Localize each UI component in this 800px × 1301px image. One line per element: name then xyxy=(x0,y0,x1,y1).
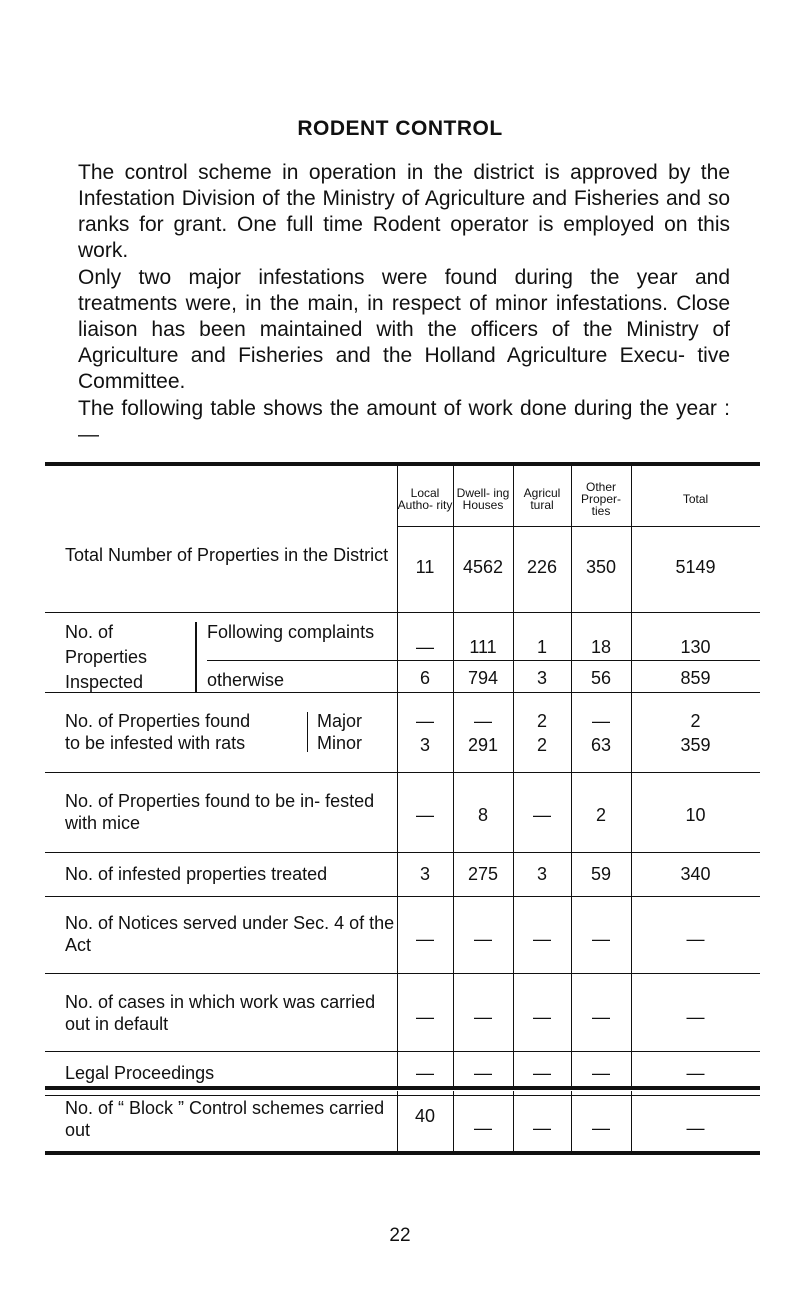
cell: 2 xyxy=(536,735,547,755)
cell: — xyxy=(416,1063,434,1083)
cell: 859 xyxy=(680,668,711,688)
row-label-mice: No. of Properties found to be in- fested with mice xyxy=(65,791,375,833)
cell: 63 xyxy=(590,735,612,755)
row-divider xyxy=(45,1051,760,1052)
cell: — xyxy=(533,1063,551,1083)
cell: — xyxy=(592,1007,610,1027)
sub-label-minor: Minor xyxy=(317,733,363,753)
page-title: RODENT CONTROL xyxy=(297,117,503,140)
cell: — xyxy=(416,711,434,731)
label-line: to be infested with rats xyxy=(65,733,246,753)
sub-label-following-complaints: Following complaints xyxy=(207,622,375,642)
row-divider xyxy=(45,852,760,853)
cell: 6 xyxy=(419,668,430,688)
page-number: 22 xyxy=(389,1225,411,1246)
header-other-properties: Other Proper- ties xyxy=(580,480,621,518)
row-divider xyxy=(45,772,760,773)
cell: 2 xyxy=(536,711,547,731)
sub-label-otherwise: otherwise xyxy=(207,670,285,690)
row-divider xyxy=(45,612,760,613)
cell: 359 xyxy=(680,735,711,755)
row-divider xyxy=(207,660,760,661)
cell: 275 xyxy=(467,864,499,884)
header-agricultural: Agricul tural xyxy=(523,486,561,512)
cell: 130 xyxy=(680,637,711,657)
cell: 2 xyxy=(595,805,606,825)
row-label-total: Total Number of Properties in the District xyxy=(65,545,389,565)
cell: 291 xyxy=(467,735,499,755)
cell: 40 xyxy=(414,1106,436,1126)
cell: 5149 xyxy=(675,557,716,577)
row-label-legal: Legal Proceedings xyxy=(65,1063,215,1083)
cell: 350 xyxy=(585,557,617,577)
block-row xyxy=(45,1091,760,1155)
cell: — xyxy=(474,929,492,949)
cell: — xyxy=(533,929,551,949)
cell: 340 xyxy=(680,864,711,884)
label-line: No. of xyxy=(65,622,114,642)
cell: — xyxy=(533,1007,551,1027)
paragraph-infestations: Only two major infestations were found during the year and treatments were, in the main, in respect of minor infestations. Close liaison has been maintained with the officers of the Ministry of Agriculture and Fisheries and the Holland Agriculture Execu- tive Committee. xyxy=(78,266,730,393)
cell: 2 xyxy=(690,711,701,731)
row-divider xyxy=(397,526,760,527)
cell: — xyxy=(416,929,434,949)
cell: 226 xyxy=(526,557,558,577)
cell: 10 xyxy=(685,805,706,825)
cell: — xyxy=(686,1007,705,1027)
cell: 59 xyxy=(590,864,612,884)
row-divider xyxy=(45,896,760,897)
cell: — xyxy=(686,1063,705,1083)
cell: — xyxy=(686,929,705,949)
row-label-default: No. of cases in which work was carried out in default xyxy=(65,992,376,1034)
cell: 794 xyxy=(467,668,499,688)
header-local-authority: Local Autho- rity xyxy=(397,486,453,512)
cell: 3 xyxy=(536,864,547,884)
label-line: Properties xyxy=(65,647,148,667)
cell: 3 xyxy=(419,735,430,755)
row-label-notices: No. of Notices served under Sec. 4 of the Act xyxy=(65,913,395,955)
cell: — xyxy=(416,805,434,825)
paragraph-scheme: The control scheme in operation in the district is approved by the Infestation Division of the Ministry of Agriculture and Fisheries and so ranks for grant. One full time Rodent operator is employed on this work. xyxy=(78,161,730,262)
row-divider xyxy=(45,973,760,974)
cell: — xyxy=(592,929,610,949)
cell: — xyxy=(474,1063,492,1083)
label-line: Inspected xyxy=(65,672,144,692)
cell: — xyxy=(416,1007,434,1027)
cell: 3 xyxy=(536,668,547,688)
rodent-control-table xyxy=(45,462,760,1090)
cell: — xyxy=(686,1118,705,1138)
paragraph-table-intro: The following table shows the amount of work done during the year :— xyxy=(78,397,730,446)
cell: 56 xyxy=(590,668,612,688)
header-dwelling-houses: Dwell- ing Houses xyxy=(456,486,510,512)
cell: 111 xyxy=(469,637,497,657)
row-label-block: No. of “ Block ” Control schemes carried out xyxy=(65,1098,385,1140)
sub-label-major: Major xyxy=(317,711,363,731)
cell: — xyxy=(592,1118,610,1138)
cell: — xyxy=(474,711,492,731)
label-line: No. of Properties found xyxy=(65,711,251,731)
cell: — xyxy=(474,1007,492,1027)
header-total: Total xyxy=(682,492,709,506)
cell: 4562 xyxy=(462,557,504,577)
cell: — xyxy=(533,805,551,825)
row-label-inspected xyxy=(65,620,195,695)
cell: — xyxy=(533,1118,551,1138)
cell: 1 xyxy=(536,637,547,657)
cell: — xyxy=(592,711,610,731)
cell: — xyxy=(592,1063,610,1083)
row-label-treated: No. of infested properties treated xyxy=(65,864,328,884)
row-label-rats xyxy=(65,710,305,754)
cell: — xyxy=(416,637,434,657)
cell: 8 xyxy=(477,805,488,825)
cell: 18 xyxy=(590,637,612,657)
brace xyxy=(307,712,308,752)
cell: 11 xyxy=(415,557,435,577)
brace xyxy=(195,622,197,692)
cell: — xyxy=(474,1118,492,1138)
cell: 3 xyxy=(419,864,430,884)
